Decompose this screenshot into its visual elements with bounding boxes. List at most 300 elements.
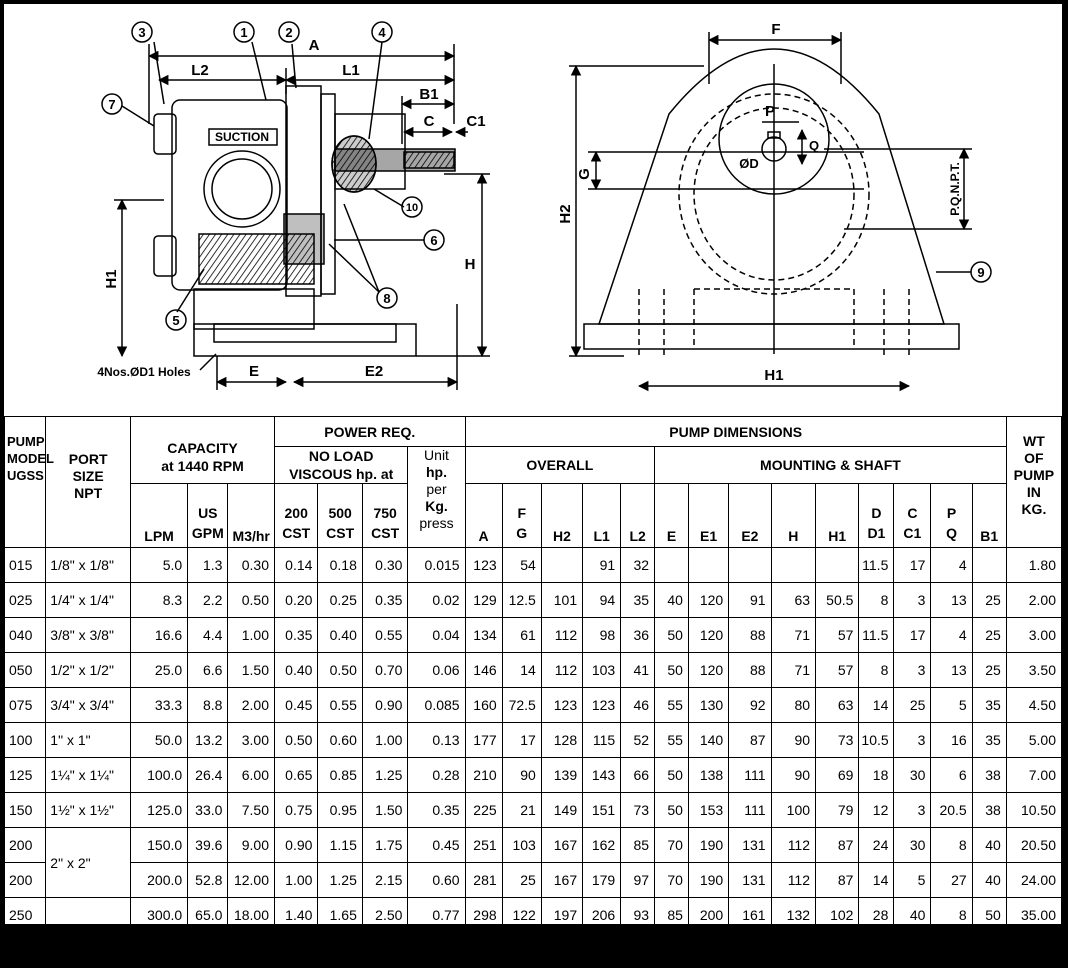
cell-l2: 97: [621, 863, 655, 898]
cell-c750: 1.25: [362, 758, 408, 793]
cell-lpm: 25.0: [131, 653, 188, 688]
header-750-cst: 750 CST: [362, 484, 408, 548]
cell-e1: 140: [688, 723, 728, 758]
cell-e: 40: [655, 583, 689, 618]
cell-e: 85: [655, 933, 689, 968]
cell-usgpm: 6.6: [188, 653, 228, 688]
cell-h2: 112: [541, 618, 582, 653]
cell-c500: 1.25: [318, 863, 362, 898]
cell-h: 132: [771, 933, 815, 968]
cell-c750: 0.70: [362, 653, 408, 688]
cell-fg: 14: [502, 653, 541, 688]
cell-usgpm: 26.4: [188, 758, 228, 793]
cell-h1: 102: [816, 898, 859, 933]
cell-wt: 4.50: [1006, 688, 1061, 723]
cell-unit: 0.02: [408, 583, 465, 618]
cell-cc1: 3: [894, 583, 931, 618]
callout-8: 8: [383, 291, 391, 306]
header-lpm: LPM: [131, 484, 188, 548]
cell-e2: 131: [729, 863, 771, 898]
header-cc1: C C1: [894, 484, 931, 548]
cell-b1: 25: [972, 583, 1006, 618]
cell-e: 50: [655, 793, 689, 828]
cell-e1: 200: [688, 898, 728, 933]
cell-h1: 57: [816, 618, 859, 653]
cell-l1: 123: [583, 688, 621, 723]
cell-a: 134: [465, 618, 502, 653]
cell-h: 90: [771, 758, 815, 793]
header-e: E: [655, 484, 689, 548]
cell-fg: 21: [502, 793, 541, 828]
cell-l1: 162: [583, 828, 621, 863]
side-view-labels: [97, 25, 485, 380]
cell-h1: 102: [816, 933, 859, 968]
cell-m3hr: 2.00: [228, 688, 275, 723]
cell-e1: [688, 548, 728, 583]
cell-c500: 0.95: [318, 793, 362, 828]
cell-model: 050: [5, 653, 46, 688]
cell-lpm: 300.0: [131, 898, 188, 933]
cell-l2: 32: [621, 548, 655, 583]
cell-h1: 73: [816, 723, 859, 758]
dim-G-label: G: [576, 168, 593, 180]
header-e2: E2: [729, 484, 771, 548]
cell-h2: 167: [541, 828, 582, 863]
cell-e1: 120: [688, 583, 728, 618]
cell-usgpm: 33.0: [188, 793, 228, 828]
cell-model: 040: [5, 618, 46, 653]
cell-c500: 1.85: [318, 933, 362, 968]
header-a: A: [465, 484, 502, 548]
cell-l2: 85: [621, 828, 655, 863]
cell-model: 200: [5, 828, 46, 863]
cell-e1: 120: [688, 618, 728, 653]
cell-cc1: 30: [894, 828, 931, 863]
datasheet: [4, 4, 1062, 958]
cell-b1: 38: [972, 758, 1006, 793]
cell-usgpm: 80.0: [188, 933, 228, 968]
cell-wt: 20.50: [1006, 828, 1061, 863]
cell-unit: 0.06: [408, 653, 465, 688]
cell-e: 50: [655, 758, 689, 793]
cell-e: 70: [655, 863, 689, 898]
table-row: [5, 828, 1062, 863]
cell-usgpm: 13.2: [188, 723, 228, 758]
cell-a: 298: [465, 898, 502, 933]
cell-port: 1/2" x 1/2": [46, 653, 131, 688]
cell-a: 225: [465, 793, 502, 828]
header-l2: L2: [621, 484, 655, 548]
cell-e2: 161: [729, 933, 771, 968]
cell-usgpm: 52.8: [188, 863, 228, 898]
cell-dd1: 10.5: [859, 723, 894, 758]
cell-a: 123: [465, 548, 502, 583]
cell-lpm: 200.0: [131, 863, 188, 898]
cell-pq: 20.5: [931, 793, 972, 828]
header-us-gpm: US GPM: [188, 484, 228, 548]
header-l1: L1: [583, 484, 621, 548]
cell-dd1: 14: [859, 688, 894, 723]
cell-c750: 1.75: [362, 828, 408, 863]
cell-wt: 40.00: [1006, 933, 1061, 968]
cell-dd1: 11.5: [859, 618, 894, 653]
cell-h2: 149: [541, 793, 582, 828]
table-row: [5, 933, 1062, 968]
cell-lpm: 8.3: [131, 583, 188, 618]
cell-unit: 0.04: [408, 618, 465, 653]
cell-pq: 4: [931, 618, 972, 653]
cell-c750: 1.00: [362, 723, 408, 758]
cell-pq: 4: [931, 548, 972, 583]
cell-e2: 88: [729, 618, 771, 653]
cell-pq: 5: [931, 688, 972, 723]
cell-c200: 0.14: [275, 548, 318, 583]
cell-lpm: 125.0: [131, 793, 188, 828]
cell-m3hr: 1.50: [228, 653, 275, 688]
cell-m3hr: 0.30: [228, 548, 275, 583]
holes-note: 4Nos.ØD1 Holes: [97, 365, 191, 379]
cell-model: 125: [5, 758, 46, 793]
cell-h2: [541, 548, 582, 583]
cell-l2: 35: [621, 583, 655, 618]
cell-b1: 38: [972, 793, 1006, 828]
cell-c200: 1.00: [275, 863, 318, 898]
table-row: [5, 688, 1062, 723]
cell-b1: 35: [972, 688, 1006, 723]
cell-fg: 61: [502, 618, 541, 653]
cell-model: 150: [5, 793, 46, 828]
cell-e: 50: [655, 653, 689, 688]
cell-b1: 40: [972, 828, 1006, 863]
cell-c750: 2.50: [362, 898, 408, 933]
dim-E2-label: E2: [364, 363, 384, 380]
cell-c200: 1.40: [275, 898, 318, 933]
cell-unit: 0.085: [408, 688, 465, 723]
cell-c500: 0.25: [318, 583, 362, 618]
header-unit: Unit hp. per Kg. press: [408, 447, 465, 548]
cell-h: 112: [771, 863, 815, 898]
cell-c200: 0.45: [275, 688, 318, 723]
cell-h2: 123: [541, 688, 582, 723]
dim-PQNPT-label: P.Q.N.P.T.: [948, 162, 962, 216]
cell-e2: [729, 548, 771, 583]
cell-l1: 218: [583, 933, 621, 968]
cell-c750: 0.35: [362, 583, 408, 618]
front-view-labels: [557, 21, 985, 384]
cell-m3hr: 6.00: [228, 758, 275, 793]
cell-unit: 0.35: [408, 793, 465, 828]
table-row: [5, 863, 1062, 898]
cell-model: 015: [5, 548, 46, 583]
cell-port: 3/8" x 3/8": [46, 618, 131, 653]
cell-unit: 0.28: [408, 758, 465, 793]
cell-m3hr: 1.00: [228, 618, 275, 653]
header-fg: F G: [502, 484, 541, 548]
header-capacity: CAPACITY at 1440 RPM: [131, 417, 275, 484]
cell-b1: 50: [972, 933, 1006, 968]
cell-a: 251: [465, 828, 502, 863]
cell-c200: 0.65: [275, 758, 318, 793]
dim-L2-label: L2: [191, 62, 209, 79]
cell-c500: 0.40: [318, 618, 362, 653]
cell-l1: 94: [583, 583, 621, 618]
cell-l2: 93: [621, 898, 655, 933]
cell-b1: 35: [972, 723, 1006, 758]
cell-lpm: 350.0: [131, 933, 188, 968]
cell-port: 1¼" x 1¼": [46, 758, 131, 793]
cell-m3hr: 12.00: [228, 863, 275, 898]
cell-lpm: 150.0: [131, 828, 188, 863]
cell-h1: [816, 548, 859, 583]
cell-dd1: 24: [859, 828, 894, 863]
header-h: H: [771, 484, 815, 548]
cell-lpm: 100.0: [131, 758, 188, 793]
header-power-req: POWER REQ.: [275, 417, 466, 447]
cell-wt: 3.00: [1006, 618, 1061, 653]
cell-cc1: 5: [894, 933, 931, 968]
suction-label: SUCTION: [215, 130, 269, 144]
dim-F-label: F: [771, 21, 781, 38]
cell-model: 200: [5, 863, 46, 898]
cell-c500: 1.65: [318, 898, 362, 933]
cell-usgpm: 4.4: [188, 618, 228, 653]
cell-pq: 13: [931, 583, 972, 618]
cell-c500: 0.50: [318, 653, 362, 688]
cell-pq: 8: [931, 898, 972, 933]
cell-dd1: 28: [859, 898, 894, 933]
cell-fg: 30: [502, 933, 541, 968]
cell-e2: 161: [729, 898, 771, 933]
dim-B1-label: B1: [419, 86, 439, 103]
callout-5: 5: [172, 313, 180, 328]
header-200-cst: 200 CST: [275, 484, 318, 548]
dim-H2-label: H2: [557, 204, 574, 224]
cell-c500: 0.85: [318, 758, 362, 793]
cell-l1: 179: [583, 863, 621, 898]
cell-c500: 0.55: [318, 688, 362, 723]
callout-6: 6: [430, 233, 438, 248]
cell-h2: 112: [541, 653, 582, 688]
cell-a: 146: [465, 653, 502, 688]
dim-H1-label: H1: [103, 269, 120, 289]
cell-h1: 69: [816, 758, 859, 793]
header-no-load: NO LOAD VISCOUS hp. at: [275, 447, 408, 484]
cell-fg: 25: [502, 863, 541, 898]
header-port-size: PORT SIZE NPT: [46, 417, 131, 548]
cell-port: 2½" x 2½": [46, 898, 131, 968]
cell-fg: 103: [502, 828, 541, 863]
cell-wt: 24.00: [1006, 863, 1061, 898]
cell-fg: 17: [502, 723, 541, 758]
cell-h1: 87: [816, 828, 859, 863]
cell-a: 319: [465, 933, 502, 968]
header-mounting-shaft: MOUNTING & SHAFT: [655, 447, 1007, 484]
cell-lpm: 33.3: [131, 688, 188, 723]
cell-dd1: 8: [859, 583, 894, 618]
cell-l2: 52: [621, 723, 655, 758]
cell-h2: 128: [541, 723, 582, 758]
cell-e2: 87: [729, 723, 771, 758]
cell-c750: 0.90: [362, 688, 408, 723]
cell-l2: 101: [621, 933, 655, 968]
front-view: [569, 32, 991, 386]
cell-h: 90: [771, 723, 815, 758]
cell-e2: 111: [729, 793, 771, 828]
cell-wt: 1.80: [1006, 548, 1061, 583]
cell-cc1: 40: [894, 898, 931, 933]
cell-l1: 206: [583, 898, 621, 933]
cell-model: 100: [5, 723, 46, 758]
cell-l1: 115: [583, 723, 621, 758]
cell-e: 70: [655, 828, 689, 863]
cell-pq: 13: [931, 653, 972, 688]
cell-l1: 98: [583, 618, 621, 653]
cell-pq: 8: [931, 828, 972, 863]
cell-c750: 2.85: [362, 933, 408, 968]
cell-e2: 111: [729, 758, 771, 793]
header-b1: B1: [972, 484, 1006, 548]
cell-b1: [972, 548, 1006, 583]
cell-unit: 0.015: [408, 548, 465, 583]
cell-h1: 57: [816, 653, 859, 688]
cell-h1: 63: [816, 688, 859, 723]
cell-unit: 0.45: [408, 828, 465, 863]
cell-dd1: 16: [859, 933, 894, 968]
cell-e1: 190: [688, 863, 728, 898]
cell-m3hr: 21.00: [228, 933, 275, 968]
pump-spec-table: [4, 416, 1062, 968]
cell-c200: 0.40: [275, 653, 318, 688]
cell-c200: 0.50: [275, 723, 318, 758]
cell-port: 1½" x 1½": [46, 793, 131, 828]
cell-h2: 197: [541, 898, 582, 933]
cell-e1: 200: [688, 933, 728, 968]
header-h1: H1: [816, 484, 859, 548]
cell-e2: 88: [729, 653, 771, 688]
cell-e: [655, 548, 689, 583]
cell-cc1: 25: [894, 688, 931, 723]
callout-3: 3: [138, 25, 146, 40]
cell-fg: 122: [502, 898, 541, 933]
cell-lpm: 50.0: [131, 723, 188, 758]
table-row: [5, 723, 1062, 758]
cell-h: 71: [771, 618, 815, 653]
cell-dd1: 11.5: [859, 548, 894, 583]
cell-a: 281: [465, 863, 502, 898]
dim-E-label: E: [248, 363, 260, 380]
cell-h: 80: [771, 688, 815, 723]
header-pump-model: PUMP MODEL UGSS: [5, 417, 46, 548]
cell-h: [771, 548, 815, 583]
cell-cc1: 17: [894, 618, 931, 653]
cell-l1: 151: [583, 793, 621, 828]
cell-fg: 12.5: [502, 583, 541, 618]
cell-e: 55: [655, 723, 689, 758]
dim-A-label: A: [308, 37, 320, 54]
cell-fg: 72.5: [502, 688, 541, 723]
cell-h: 112: [771, 828, 815, 863]
cell-e: 55: [655, 688, 689, 723]
cell-l2: 36: [621, 618, 655, 653]
cell-l1: 103: [583, 653, 621, 688]
table-row: [5, 793, 1062, 828]
cell-h1: 50.5: [816, 583, 859, 618]
cell-unit: 0.60: [408, 863, 465, 898]
header-e1: E1: [688, 484, 728, 548]
cell-m3hr: 9.00: [228, 828, 275, 863]
header-pq: P Q: [931, 484, 972, 548]
dim-Q-label: Q: [808, 138, 820, 153]
cell-c500: 0.60: [318, 723, 362, 758]
cell-wt: 2.00: [1006, 583, 1061, 618]
cell-wt: 7.00: [1006, 758, 1061, 793]
cell-l2: 66: [621, 758, 655, 793]
table-row: [5, 618, 1062, 653]
cell-e2: 92: [729, 688, 771, 723]
pump-drawings: [4, 4, 1062, 416]
cell-h2: 101: [541, 583, 582, 618]
dim-C-label: C: [423, 113, 435, 130]
cell-pq: 32: [931, 933, 972, 968]
cell-port: 1/4" x 1/4": [46, 583, 131, 618]
cell-lpm: 16.6: [131, 618, 188, 653]
cell-e2: 131: [729, 828, 771, 863]
cell-h: 71: [771, 653, 815, 688]
cell-c500: 1.15: [318, 828, 362, 863]
cell-e1: 138: [688, 758, 728, 793]
cell-m3hr: 3.00: [228, 723, 275, 758]
cell-unit: 0.13: [408, 723, 465, 758]
cell-a: 160: [465, 688, 502, 723]
cell-c500: 0.18: [318, 548, 362, 583]
cell-c200: 1.60: [275, 933, 318, 968]
cell-model: 250: [5, 898, 46, 933]
cell-cc1: 3: [894, 793, 931, 828]
cell-a: 177: [465, 723, 502, 758]
cell-c200: 0.35: [275, 618, 318, 653]
cell-h: 63: [771, 583, 815, 618]
dim-C1-label: C1: [466, 113, 486, 130]
cell-dd1: 12: [859, 793, 894, 828]
cell-h1: 79: [816, 793, 859, 828]
cell-b1: 40: [972, 863, 1006, 898]
dim-D-label: ØD: [739, 156, 759, 171]
cell-c200: 0.20: [275, 583, 318, 618]
header-weight: WT OF PUMP IN KG.: [1006, 417, 1061, 548]
cell-model: 075: [5, 688, 46, 723]
cell-b1: 50: [972, 898, 1006, 933]
cell-m3hr: 7.50: [228, 793, 275, 828]
cell-a: 210: [465, 758, 502, 793]
cell-dd1: 18: [859, 758, 894, 793]
cell-fg: 54: [502, 548, 541, 583]
cell-fg: 90: [502, 758, 541, 793]
cell-pq: 16: [931, 723, 972, 758]
cell-a: 129: [465, 583, 502, 618]
cell-h: 132: [771, 898, 815, 933]
cell-port: 3/4" x 3/4": [46, 688, 131, 723]
cell-c200: 0.90: [275, 828, 318, 863]
cell-wt: 3.50: [1006, 653, 1061, 688]
dim-H-label: H: [464, 256, 476, 273]
callout-7: 7: [108, 97, 116, 112]
cell-cc1: 17: [894, 548, 931, 583]
cell-l2: 46: [621, 688, 655, 723]
cell-h2: 139: [541, 758, 582, 793]
cell-cc1: 5: [894, 863, 931, 898]
header-overall: OVERALL: [465, 447, 655, 484]
cell-e2: 91: [729, 583, 771, 618]
